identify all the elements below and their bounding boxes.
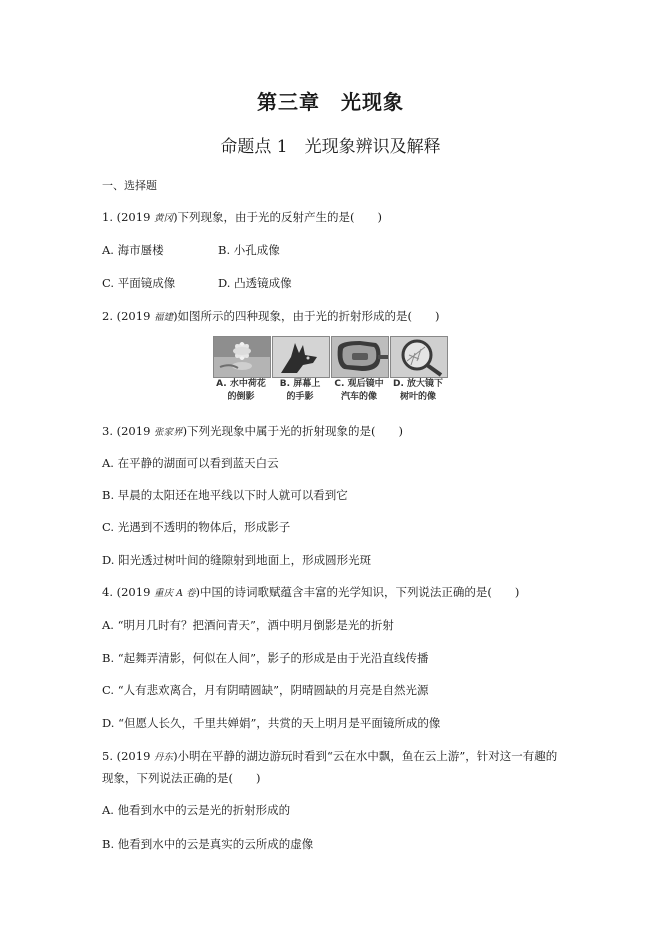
q4-option-a: A. “明月几时有？把酒问青天”，酒中明月倒影是光的折射 [102, 618, 394, 632]
q1-option-d: D. 凸透镜成像 [218, 276, 292, 290]
question-text: )下列光现象中属于光的折射现象的是( ) [182, 424, 404, 438]
question-5-stem-continued: 现象，下列说法正确的是( ) [102, 771, 261, 785]
chapter-title: 第三章 光现象 [257, 90, 404, 114]
question-number: 2. (2019 [102, 309, 155, 323]
question-number: 1. (2019 [102, 210, 155, 224]
figure-caption-c: C. 观后镜中 汽车的像 [334, 379, 384, 402]
question-3-stem [102, 423, 403, 441]
question-source: 重庆 A 卷 [154, 588, 196, 599]
question-number: 3. (2019 [102, 424, 155, 438]
figure-caption-a: A. 水中荷花 的倒影 [216, 379, 266, 402]
question-1-stem [102, 209, 382, 227]
q1-option-c: C. 平面镜成像 [102, 276, 176, 290]
question-2-figure [213, 336, 447, 406]
question-source: 张家界 [154, 427, 183, 438]
magnifier-leaf-image [390, 336, 448, 378]
question-number: 4. (2019 [102, 585, 155, 599]
q4-option-d: D. “但愿人长久，千里共婵娟”，共赏的天上明月是平面镜所成的像 [102, 716, 441, 730]
question-source: 丹东 [154, 752, 174, 763]
figure-caption-d: D. 放大镜下 树叶的像 [392, 379, 444, 402]
question-source: 福建 [154, 312, 174, 323]
question-source: 黄冈 [154, 213, 174, 224]
question-text: )下列现象，由于光的反射产生的是( ) [173, 210, 383, 224]
q3-option-b: B. 早晨的太阳还在地平线以下时人就可以看到它 [102, 488, 348, 502]
question-text: )中国的诗词歌赋蕴含丰富的光学知识，下列说法正确的是( ) [195, 585, 520, 599]
q5-option-b: B. 他看到水中的云是真实的云所成的虚像 [102, 837, 314, 851]
question-number: 5. (2019 [102, 749, 155, 763]
question-4-stem [102, 584, 519, 602]
q4-option-b: B. “起舞弄清影，何似在人间”，影子的形成是由于光沿直线传播 [102, 651, 429, 665]
lotus-reflection-image [213, 336, 271, 378]
q1-option-a: A. 海市蜃楼 [102, 243, 164, 257]
q3-option-a: A. 在平静的湖面可以看到蓝天白云 [102, 456, 279, 470]
figure-caption-b: B. 屏幕上 的手影 [279, 379, 321, 402]
question-2-stem [102, 308, 440, 326]
question-5-stem [102, 748, 557, 766]
hand-shadow-image [272, 336, 330, 378]
rearview-mirror-image [331, 336, 389, 378]
q5-option-a: A. 他看到水中的云是光的折射形成的 [102, 803, 291, 817]
q4-option-c: C. “人有悲欢离合，月有阴晴圆缺”，阴晴圆缺的月亮是自然光源 [102, 683, 429, 697]
question-text: )如图所示的四种现象，由于光的折射形成的是( ) [173, 309, 440, 323]
q3-option-c: C. 光遇到不透明的物体后，形成影子 [102, 520, 291, 534]
q3-option-d: D. 阳光透过树叶间的缝隙射到地面上，形成圆形光斑 [102, 553, 372, 567]
q1-option-b: B. 小孔成像 [218, 243, 280, 257]
question-text: )小明在平静的湖边游玩时看到“云在水中飘，鱼在云上游”，针对这一有趣的 [173, 749, 558, 763]
section-heading: 一、选择题 [102, 179, 157, 192]
topic-title: 命题点 1 光现象辨识及解释 [220, 137, 441, 157]
